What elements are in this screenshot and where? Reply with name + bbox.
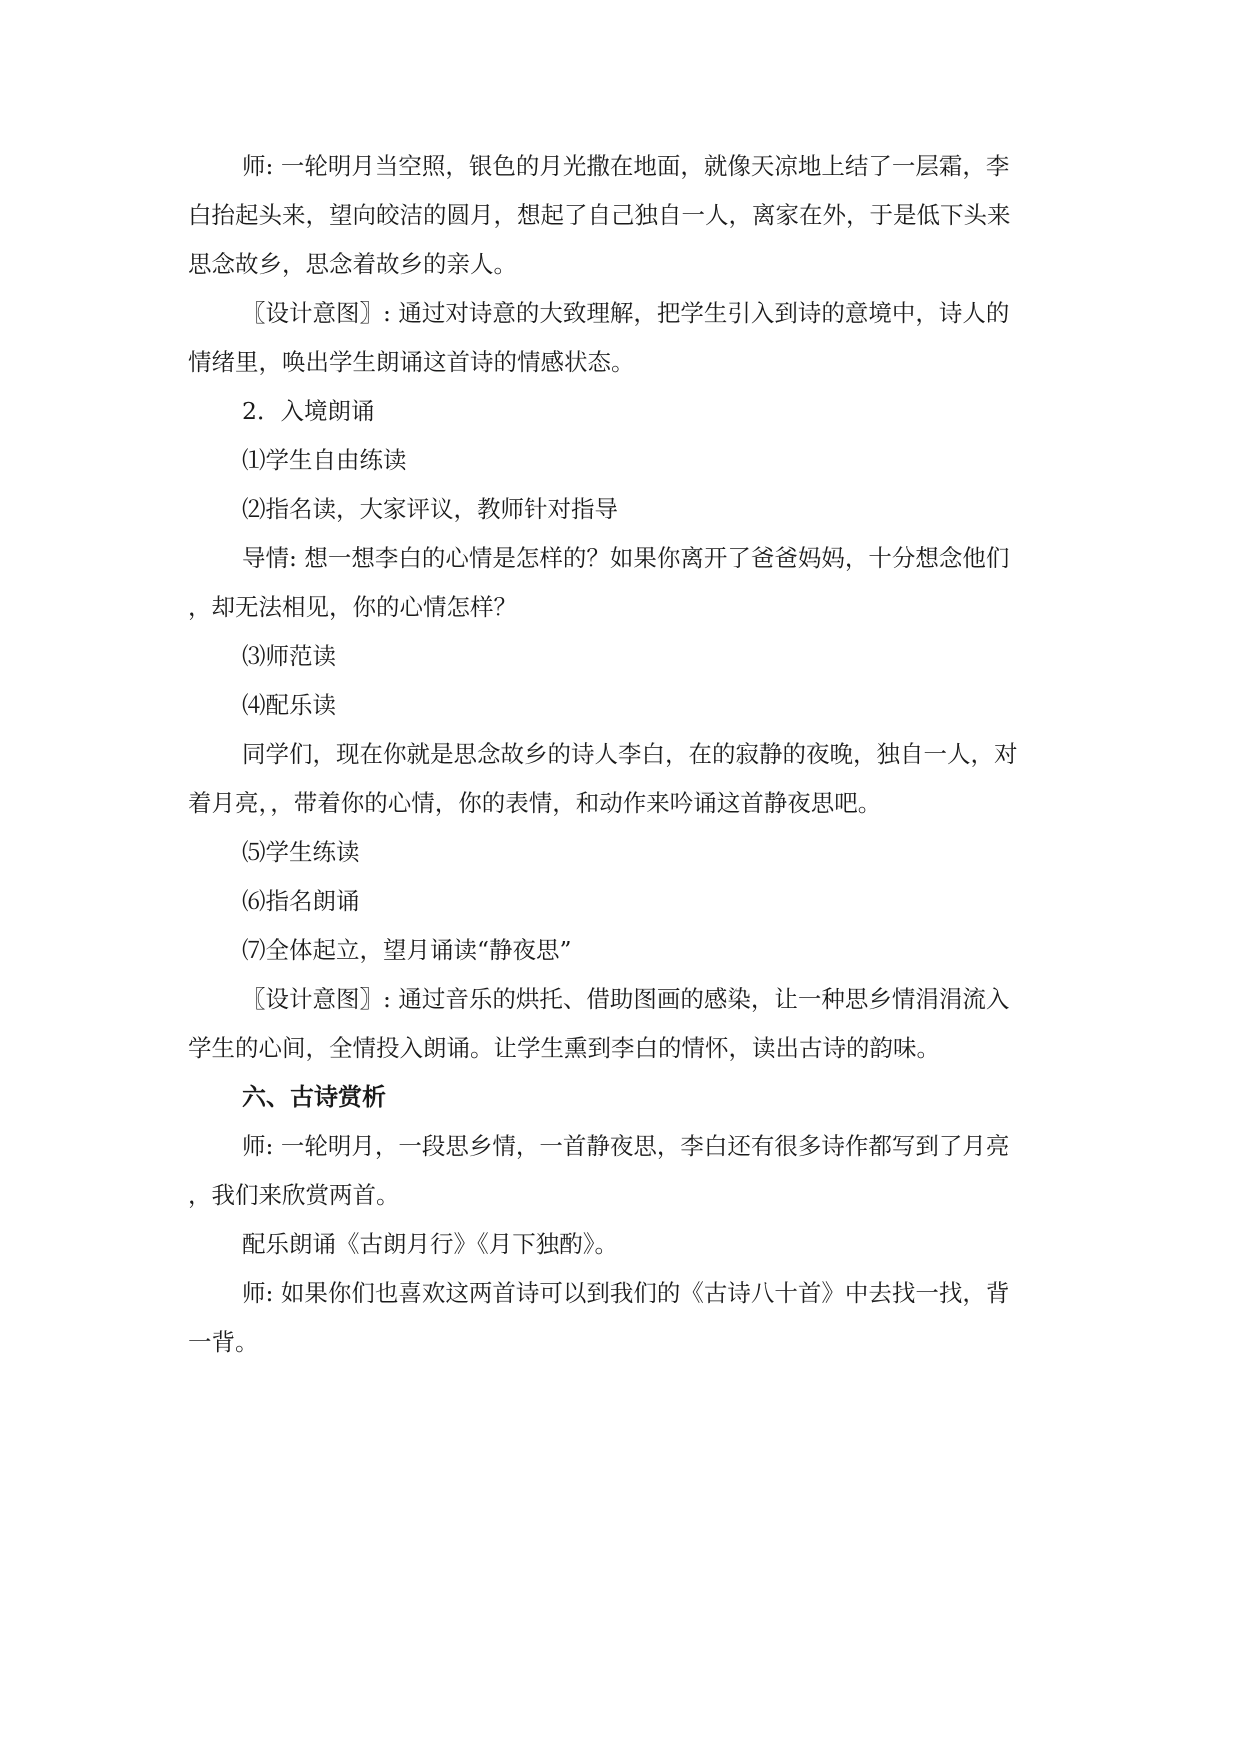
text-line: 学生的心间，全情投入朗诵。让学生熏到李白的情怀，读出古诗的韵味。 — [188, 1034, 940, 1062]
text-line: 导情: 想一想李白的心情是怎样的？如果你离开了爸爸妈妈，十分想念他们 — [242, 544, 1010, 572]
text-line: 师: 一轮明月，一段思乡情，一首静夜思，李白还有很多诗作都写到了月亮 — [242, 1132, 1010, 1160]
text-line: 配乐朗诵《古朗月行》《月下独酌》。 — [242, 1230, 618, 1258]
paragraph-teacher-narration — [188, 142, 1052, 289]
text-line: 〖设计意图〗: 通过对诗意的大致理解，把学生引入到诗的意境中，诗人的 — [242, 299, 1010, 327]
paragraph-teacher-closing — [188, 1269, 1052, 1367]
list-item: ⑶师范读 — [242, 642, 336, 670]
text-line: 思念故乡，思念着故乡的亲人。 — [188, 250, 517, 278]
list-item: ⑺全体起立，望月诵读“静夜思” — [242, 936, 572, 964]
text-line: 一背。 — [188, 1328, 259, 1356]
text-line: 〖设计意图〗: 通过音乐的烘托、借助图画的感染，让一种思乡情涓涓流入 — [242, 985, 1010, 1013]
text-line: 着月亮，，带着你的心情，你的表情，和动作来吟诵这首静夜思吧。 — [188, 789, 882, 817]
paragraph-teacher-moon — [188, 1122, 1052, 1220]
text-line: 同学们，现在你就是思念故乡的诗人李白，在的寂静的夜晚，独自一人，对 — [242, 740, 1018, 768]
list-item: ⑷配乐读 — [242, 691, 336, 719]
text-line: ，我们来欣赏两首。 — [188, 1181, 400, 1209]
list-item: ⑵指名读，大家评议，教师针对指导 — [242, 495, 618, 523]
paragraph-guide-emotion — [188, 534, 1052, 632]
subheading-recitation: 2．入境朗诵 — [242, 397, 375, 425]
section-heading: 六、古诗赏析 — [242, 1083, 386, 1111]
text-line: 师: 如果你们也喜欢这两首诗可以到我们的《古诗八十首》中去找一找，背 — [242, 1279, 1010, 1307]
text-line: 白抬起头来，望向皎洁的圆月，想起了自己独自一人，离家在外，于是低下头来 — [188, 201, 1011, 229]
paragraph-design-intent-2 — [188, 975, 1052, 1073]
list-item: ⑹指名朗诵 — [242, 887, 360, 915]
list-item: ⑴学生自由练读 — [242, 446, 407, 474]
document-body — [188, 142, 1052, 1367]
text-line: 师: 一轮明月当空照，银色的月光撒在地面，就像天凉地上结了一层霜，李 — [242, 152, 1010, 180]
text-line: 情绪里，唤出学生朗诵这首诗的情感状态。 — [188, 348, 635, 376]
list-item: ⑸学生练读 — [242, 838, 360, 866]
paragraph-students-prompt — [188, 730, 1052, 828]
paragraph-design-intent-1 — [188, 289, 1052, 387]
text-line: ，却无法相见，你的心情怎样？ — [188, 593, 517, 621]
